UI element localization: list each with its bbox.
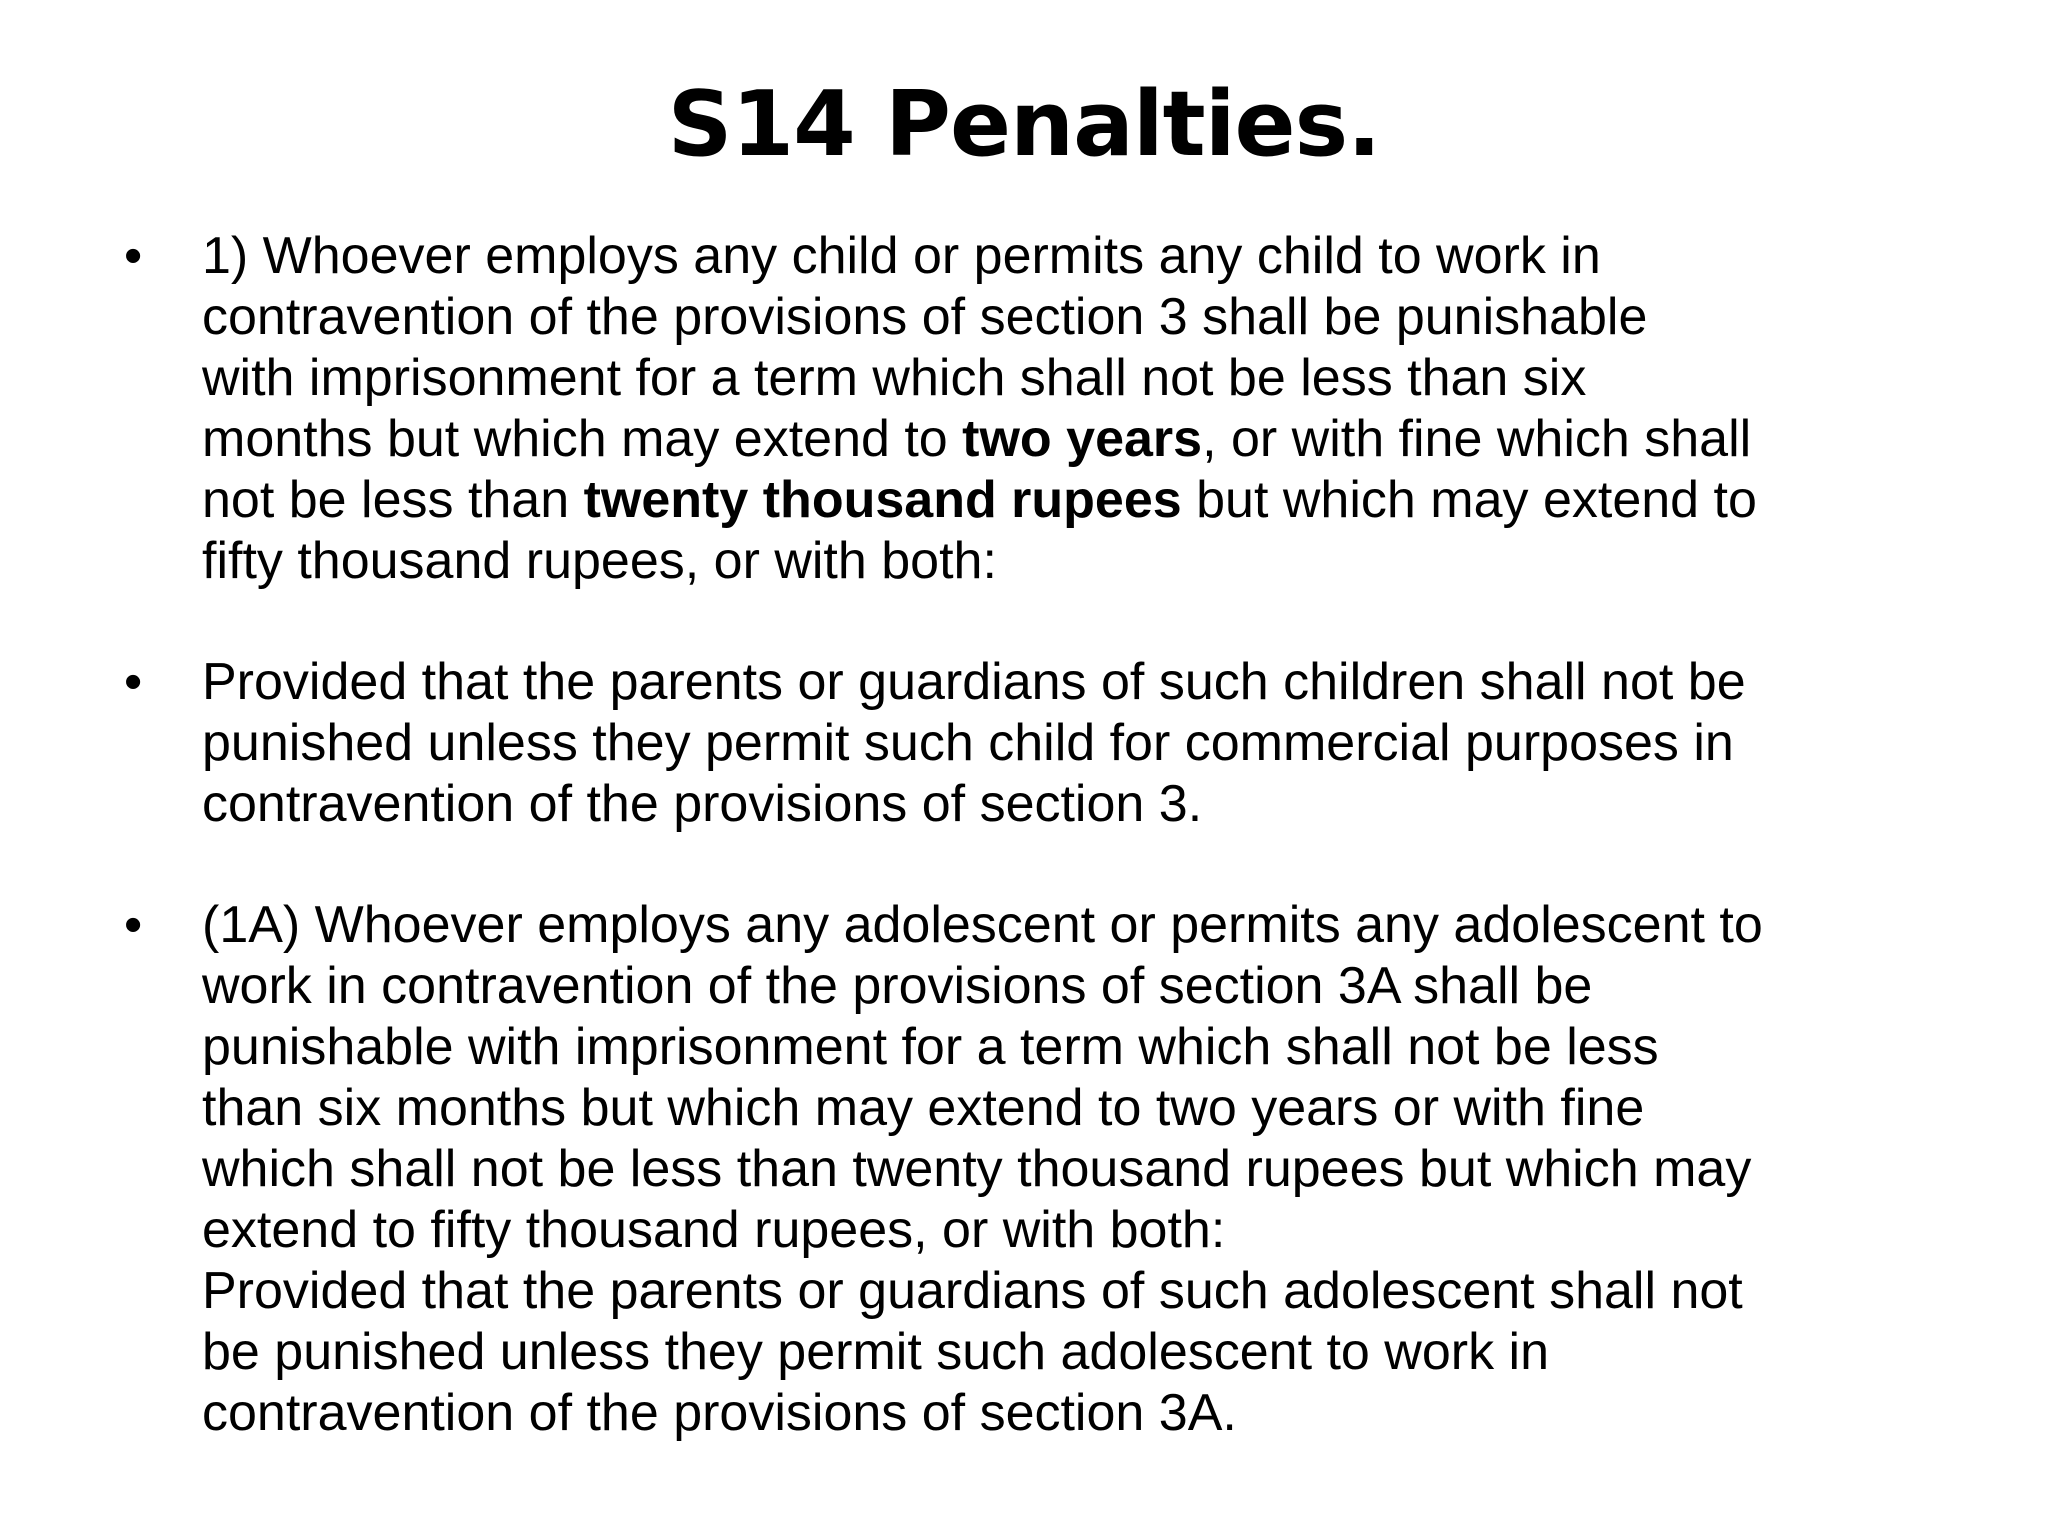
text-line (202, 287, 1980, 348)
text-run: Provided that the parents or guardians of such children shall not be (202, 653, 1746, 711)
text-line (202, 226, 1980, 287)
text-run: contravention of the provisions of section 3 shall be punishable (202, 288, 1648, 346)
text-line (202, 470, 1980, 531)
text-run: (1A) Whoever employs any adolescent or permits any adolescent to (202, 896, 1763, 954)
text-line (202, 956, 1980, 1017)
text-line (202, 1078, 1980, 1139)
bullet-item-3 (120, 895, 1980, 1444)
text-line (202, 713, 1980, 774)
text-run: , or with fine which shall (1202, 410, 1752, 468)
bullet-list (120, 226, 1980, 1444)
text-run: with imprisonment for a term which shall not be less than six (202, 349, 1587, 407)
text-run: than six months but which may extend to two years or with fine (202, 1079, 1645, 1137)
bullet-text (202, 895, 1980, 1444)
text-run: not be less than (202, 471, 584, 529)
text-run: 1) Whoever employs any child or permits any child to work in (202, 227, 1601, 285)
text-line (202, 409, 1980, 470)
text-line (202, 774, 1980, 835)
bullet-item-2 (120, 652, 1980, 835)
bullet-dot-icon: • (124, 227, 143, 285)
text-line (202, 1139, 1980, 1200)
bullet-text (202, 652, 1980, 835)
text-run: contravention of the provisions of section 3. (202, 775, 1203, 833)
bullet-item-1 (120, 226, 1980, 592)
text-run: Provided that the parents or guardians of such adolescent shall not (202, 1262, 1743, 1320)
text-run: contravention of the provisions of section 3A. (202, 1384, 1237, 1442)
text-line (202, 895, 1980, 956)
text-run: work in contravention of the provisions of section 3A shall be (202, 957, 1593, 1015)
text-line (202, 652, 1980, 713)
text-line (202, 1017, 1980, 1078)
text-line (202, 531, 1980, 592)
text-run: be punished unless they permit such adolescent to work in (202, 1323, 1549, 1381)
bold-text: two years (962, 410, 1203, 468)
slide-title: S14 Penalties. (667, 72, 1381, 177)
text-run: punished unless they permit such child for commercial purposes in (202, 714, 1734, 772)
text-line (202, 1322, 1980, 1383)
text-line (202, 348, 1980, 409)
bold-text: twenty thousand rupees (583, 471, 1182, 529)
text-run: punishable with imprisonment for a term which shall not be less (202, 1018, 1659, 1076)
text-run: but which may extend to (1181, 471, 1757, 529)
bullet-dot-icon: • (124, 653, 143, 711)
bullet-text (202, 226, 1980, 592)
text-run: extend to fifty thousand rupees, or with both: (202, 1201, 1226, 1259)
bullet-dot-icon: • (124, 896, 143, 954)
text-line (202, 1200, 1980, 1261)
text-line (202, 1383, 1980, 1444)
text-run: fifty thousand rupees, or with both: (202, 532, 997, 590)
text-line (202, 1261, 1980, 1322)
text-run: months but which may extend to (202, 410, 963, 468)
text-run: which shall not be less than twenty thousand rupees but which may (202, 1140, 1752, 1198)
